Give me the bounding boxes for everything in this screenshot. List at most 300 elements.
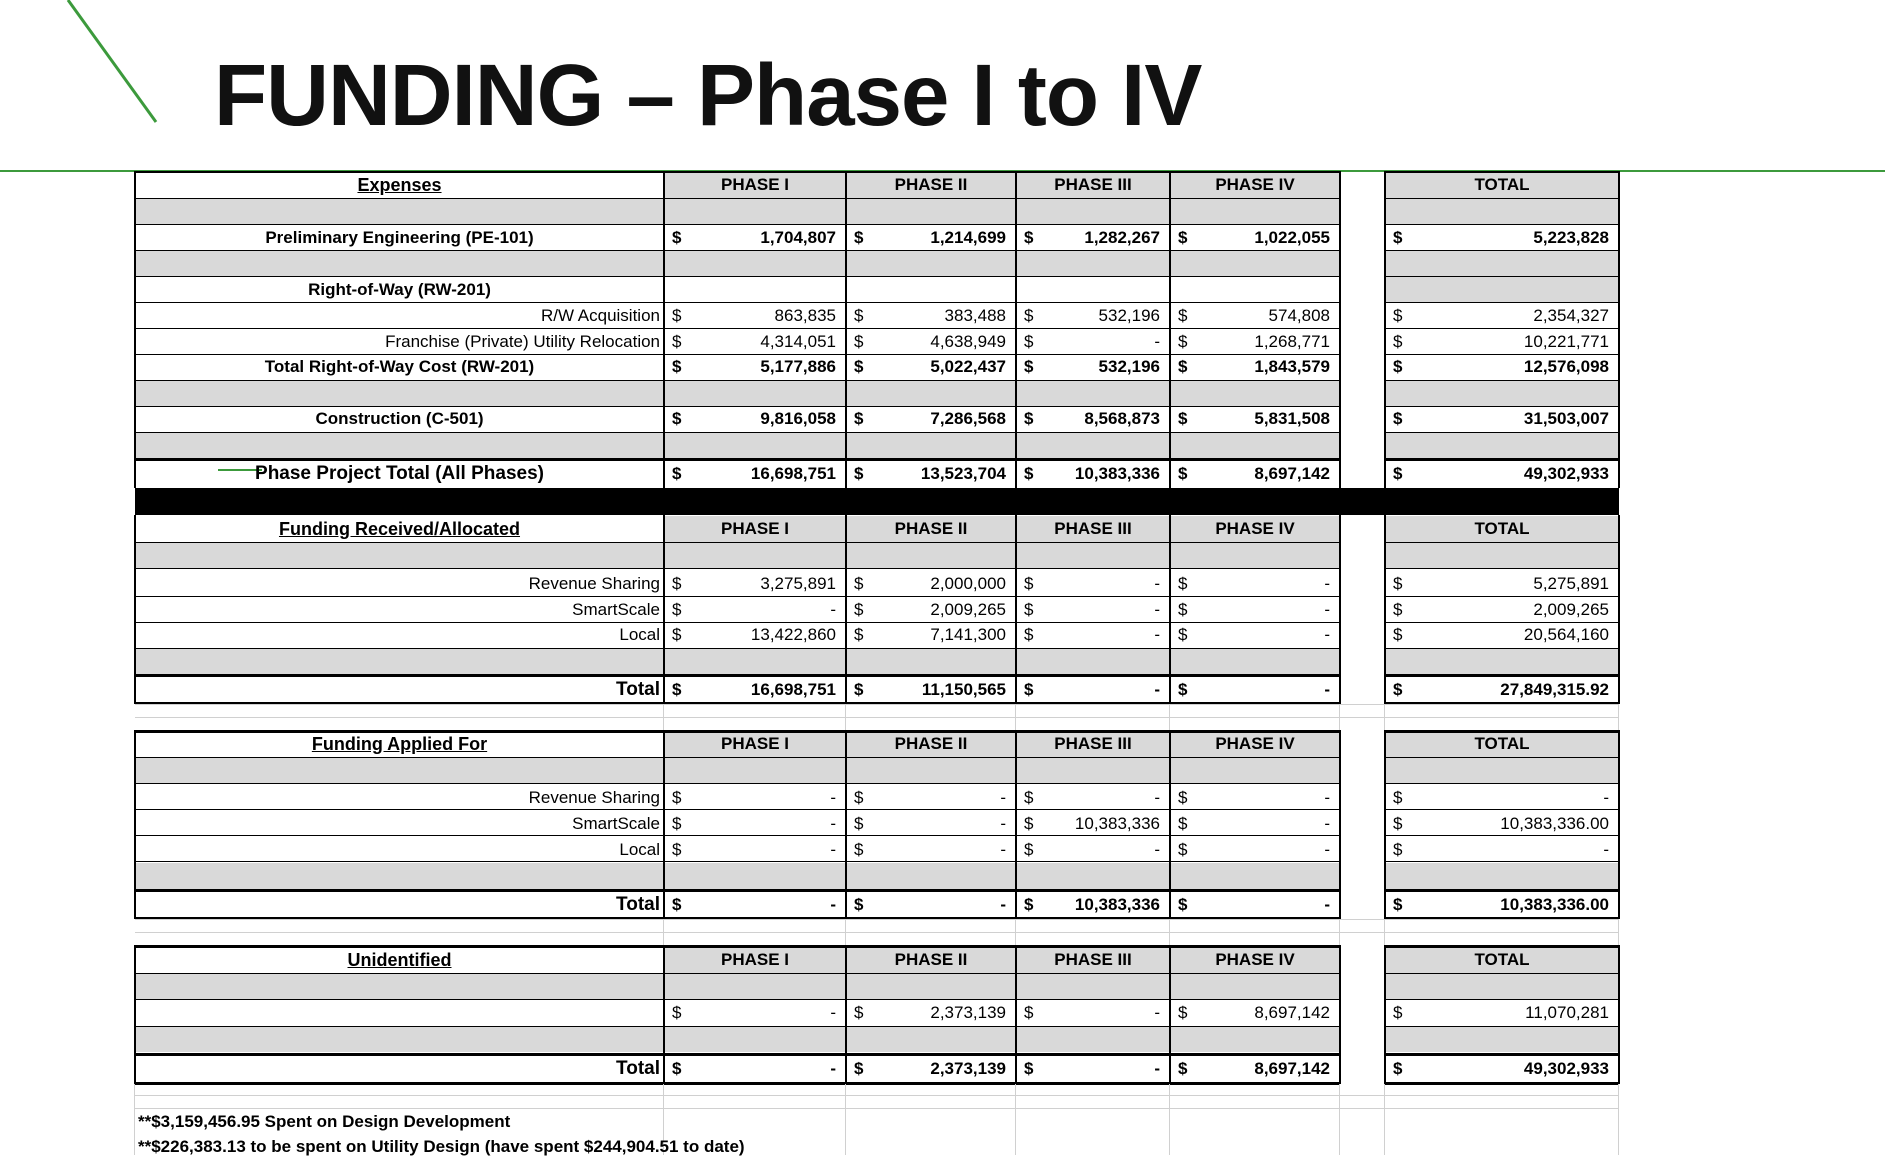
table-border xyxy=(135,945,1340,948)
expense-pe-label: Preliminary Engineering (PE-101) xyxy=(265,228,534,247)
unidentified-spacer-cell xyxy=(1016,1026,1170,1052)
currency-symbol: $ xyxy=(672,1003,682,1022)
table-border xyxy=(1385,198,1619,199)
applied-local-label: Local xyxy=(619,840,660,859)
table-border xyxy=(1385,354,1619,355)
unidentified-spacer-cell xyxy=(664,1026,846,1052)
received-col-header-1: PHASE I xyxy=(664,516,846,542)
currency-symbol: $ xyxy=(1393,600,1403,619)
table-border xyxy=(135,1026,1340,1027)
currency-symbol: $ xyxy=(1178,788,1188,807)
expenses-spacer-cell xyxy=(846,380,1016,406)
grid-line xyxy=(1015,704,1016,730)
grid-line xyxy=(1015,919,1016,945)
unidentified-row-label xyxy=(135,1000,664,1026)
currency-symbol: $ xyxy=(854,409,864,428)
currency-symbol: $ xyxy=(1393,357,1403,376)
amount: - xyxy=(830,788,836,807)
unidentified-spacer-row xyxy=(135,1026,664,1052)
currency-symbol: $ xyxy=(672,464,682,483)
received-smartscale-value-2 xyxy=(846,597,1016,623)
grid-line xyxy=(845,919,846,945)
currency-symbol: $ xyxy=(854,814,864,833)
amount: 3,275,891 xyxy=(760,574,836,593)
applied-revenue-sharing-value-3 xyxy=(1016,785,1170,811)
received-total-value-2 xyxy=(846,677,1016,703)
table-border xyxy=(135,809,1340,810)
applied-smartscale-label: SmartScale xyxy=(572,814,660,833)
table-border xyxy=(663,730,665,919)
currency-symbol: $ xyxy=(672,1059,682,1078)
table-border xyxy=(135,783,1340,784)
expense-franchise-label: Franchise (Private) Utility Relocation xyxy=(385,332,660,351)
grid-line xyxy=(1169,919,1170,945)
table-border xyxy=(1385,224,1619,225)
amount: 2,354,327 xyxy=(1533,306,1609,325)
amount: 10,383,336 xyxy=(1074,895,1160,914)
currency-symbol: $ xyxy=(854,574,864,593)
amount: - xyxy=(830,1003,836,1022)
applied-local-value-2 xyxy=(846,837,1016,863)
unidentified-spacer-cell xyxy=(1385,974,1619,1000)
unidentified-row-value-4 xyxy=(1170,1000,1340,1026)
table-border xyxy=(135,730,1340,733)
unidentified-spacer-cell xyxy=(1170,974,1340,1000)
currency-symbol: $ xyxy=(1393,1003,1403,1022)
currency-symbol: $ xyxy=(1178,895,1188,914)
expense-construction-value-4 xyxy=(1170,406,1340,432)
amount: - xyxy=(1000,840,1006,859)
currency-symbol: $ xyxy=(672,306,682,325)
expense-project-total-label: Phase Project Total (All Phases) xyxy=(255,463,544,484)
expense-rw-heading: Right-of-Way (RW-201) xyxy=(308,280,491,299)
applied-spacer-cell xyxy=(846,758,1016,784)
currency-symbol: $ xyxy=(1178,600,1188,619)
table-border xyxy=(135,380,1340,381)
table-border xyxy=(135,757,1340,758)
expenses-heading: Expenses xyxy=(357,175,442,195)
table-border xyxy=(135,1053,1340,1056)
table-border xyxy=(1385,622,1619,623)
received-spacer-cell xyxy=(1016,648,1170,674)
expense-rw-empty xyxy=(1170,277,1340,303)
grid-line xyxy=(663,704,664,730)
expenses-col-header-4: PHASE IV xyxy=(1170,172,1340,198)
table-border xyxy=(134,945,136,1084)
table-border xyxy=(663,171,665,488)
currency-symbol: $ xyxy=(1393,306,1403,325)
applied-local-value-3 xyxy=(1016,837,1170,863)
table-border xyxy=(845,171,847,488)
grid-line xyxy=(135,704,1619,705)
currency-symbol: $ xyxy=(854,357,864,376)
expense-rw-total-value-4 xyxy=(1170,354,1340,380)
currency-symbol: $ xyxy=(1024,574,1034,593)
unidentified-spacer-row xyxy=(135,974,664,1000)
expenses-spacer-cell xyxy=(664,432,846,458)
expense-pe-value-3 xyxy=(1016,225,1170,251)
unidentified-total-value-2 xyxy=(846,1056,1016,1082)
expense-franchise-value-4 xyxy=(1170,329,1340,355)
table-border xyxy=(1385,432,1619,433)
unidentified-row-value-5 xyxy=(1385,1000,1619,1026)
note-design-development: **$3,159,456.95 Spent on Design Development xyxy=(138,1112,511,1131)
table-border xyxy=(134,171,136,488)
table-border xyxy=(1385,568,1619,569)
table-border xyxy=(1169,515,1171,704)
grid-line xyxy=(1384,1084,1385,1155)
expense-construction-label: Construction (C-501) xyxy=(315,409,484,428)
currency-symbol: $ xyxy=(672,409,682,428)
currency-symbol: $ xyxy=(1024,840,1034,859)
note-utility-design: **$226,383.13 to be spent on Utility Design (have spent $244,904.51 to date) xyxy=(138,1137,745,1156)
applied-col-header-1: PHASE I xyxy=(664,731,846,757)
table-border xyxy=(1169,730,1171,919)
received-smartscale-value-1 xyxy=(664,597,846,623)
applied-heading: Funding Applied For xyxy=(311,734,488,754)
grid-line xyxy=(1015,1084,1016,1155)
grid-line xyxy=(1618,1084,1619,1155)
amount: - xyxy=(830,600,836,619)
currency-symbol: $ xyxy=(1178,1059,1188,1078)
expense-franchise-value-3 xyxy=(1016,329,1170,355)
table-border xyxy=(135,354,1340,355)
currency-symbol: $ xyxy=(1024,332,1034,351)
currency-symbol: $ xyxy=(1178,840,1188,859)
table-border xyxy=(1385,999,1619,1000)
amount: - xyxy=(1154,840,1160,859)
applied-revenue-sharing-value-2 xyxy=(846,785,1016,811)
expense-rw-acq-value-3 xyxy=(1016,303,1170,329)
amount: 1,268,771 xyxy=(1254,332,1330,351)
currency-symbol: $ xyxy=(854,1003,864,1022)
amount: - xyxy=(1154,680,1160,699)
expenses-spacer-cell xyxy=(1170,432,1340,458)
currency-symbol: $ xyxy=(854,306,864,325)
currency-symbol: $ xyxy=(672,840,682,859)
applied-revenue-sharing-label: Revenue Sharing xyxy=(528,788,660,807)
applied-col-header-3: PHASE III xyxy=(1016,731,1170,757)
expense-rw-total-value-3 xyxy=(1016,354,1170,380)
received-local-value-4 xyxy=(1170,622,1340,648)
applied-spacer-row xyxy=(135,758,664,784)
amount: 1,214,699 xyxy=(930,228,1006,247)
table-border xyxy=(845,515,847,704)
currency-symbol: $ xyxy=(854,895,864,914)
received-revenue-sharing-value-4 xyxy=(1170,571,1340,597)
unidentified-total-label: Total xyxy=(616,1058,660,1079)
applied-spacer-cell xyxy=(1385,758,1619,784)
currency-symbol: $ xyxy=(1024,409,1034,428)
unidentified-col-header-1: PHASE I xyxy=(664,947,846,973)
table-border xyxy=(135,250,1340,251)
table-border xyxy=(1385,648,1619,649)
amount: - xyxy=(1324,680,1330,699)
amount: 5,177,886 xyxy=(760,357,836,376)
received-smartscale-value-5 xyxy=(1385,597,1619,623)
amount: 13,523,704 xyxy=(920,464,1006,483)
amount: 9,816,058 xyxy=(760,409,836,428)
currency-symbol: $ xyxy=(1024,814,1034,833)
currency-symbol: $ xyxy=(1393,814,1403,833)
expenses-spacer-cell xyxy=(1385,199,1619,225)
expense-pe-value-5 xyxy=(1385,225,1619,251)
expenses-spacer-cell xyxy=(1016,432,1170,458)
unidentified-spacer-cell xyxy=(664,974,846,1000)
amount: - xyxy=(1154,332,1160,351)
currency-symbol: $ xyxy=(1178,228,1188,247)
currency-symbol: $ xyxy=(1024,1003,1034,1022)
currency-symbol: $ xyxy=(1024,680,1034,699)
expenses-spacer-row xyxy=(135,251,664,277)
currency-symbol: $ xyxy=(1178,1003,1188,1022)
table-border xyxy=(1618,515,1620,704)
expenses-spacer-cell xyxy=(1170,199,1340,225)
table-border xyxy=(663,515,665,704)
expense-franchise-value-1 xyxy=(664,329,846,355)
table-border xyxy=(1384,945,1386,1084)
amount: 574,808 xyxy=(1268,306,1330,325)
applied-spacer-cell xyxy=(664,758,846,784)
amount: - xyxy=(1154,1059,1160,1078)
amount: 13,422,860 xyxy=(750,625,836,644)
applied-spacer-cell xyxy=(664,863,846,889)
amount: - xyxy=(1324,788,1330,807)
unidentified-spacer-cell xyxy=(1016,974,1170,1000)
expenses-spacer-cell xyxy=(846,432,1016,458)
currency-symbol: $ xyxy=(672,895,682,914)
table-border xyxy=(1385,250,1619,251)
applied-spacer-cell xyxy=(1016,863,1170,889)
table-border xyxy=(1015,730,1017,919)
grid-line xyxy=(1384,704,1385,730)
expenses-spacer-row xyxy=(135,432,664,458)
table-border xyxy=(135,1082,1340,1085)
amount: 7,141,300 xyxy=(930,625,1006,644)
currency-symbol: $ xyxy=(854,600,864,619)
amount: 1,843,579 xyxy=(1254,357,1330,376)
expense-rw-acq-label: R/W Acquisition xyxy=(540,306,660,325)
applied-total-value-2 xyxy=(846,892,1016,918)
amount: 1,704,807 xyxy=(760,228,836,247)
currency-symbol: $ xyxy=(854,625,864,644)
amount: 5,275,891 xyxy=(1533,574,1609,593)
expenses-spacer-cell xyxy=(1016,251,1170,277)
applied-smartscale-value-3 xyxy=(1016,811,1170,837)
expense-pe-value-4 xyxy=(1170,225,1340,251)
received-spacer-cell xyxy=(1170,648,1340,674)
amount: 49,302,933 xyxy=(1523,464,1609,483)
table-border xyxy=(1385,889,1619,892)
currency-symbol: $ xyxy=(1393,464,1403,483)
applied-col-header-4: PHASE IV xyxy=(1170,731,1340,757)
unidentified-spacer-cell xyxy=(1385,1026,1619,1052)
expense-franchise-value-5 xyxy=(1385,329,1619,355)
amount: 2,000,000 xyxy=(930,574,1006,593)
expenses-spacer-cell xyxy=(1385,432,1619,458)
received-smartscale-value-4 xyxy=(1170,597,1340,623)
table-border xyxy=(1385,328,1619,329)
currency-symbol: $ xyxy=(1024,788,1034,807)
table-border xyxy=(1385,809,1619,810)
currency-symbol: $ xyxy=(672,357,682,376)
expenses-col-header-3: PHASE III xyxy=(1016,172,1170,198)
amount: 10,383,336 xyxy=(1074,814,1160,833)
currency-symbol: $ xyxy=(1393,680,1403,699)
currency-symbol: $ xyxy=(854,1059,864,1078)
amount: 4,638,949 xyxy=(930,332,1006,351)
amount: - xyxy=(1603,840,1609,859)
grid-line xyxy=(845,1084,846,1155)
received-revenue-sharing-value-3 xyxy=(1016,571,1170,597)
unidentified-total-value-1 xyxy=(664,1056,846,1082)
expense-pe-value-1 xyxy=(664,225,846,251)
amount: - xyxy=(1324,814,1330,833)
currency-symbol: $ xyxy=(854,332,864,351)
applied-revenue-sharing-value-4 xyxy=(1170,785,1340,811)
table-border xyxy=(1339,945,1341,1084)
amount: 8,697,142 xyxy=(1254,464,1330,483)
currency-symbol: $ xyxy=(1024,357,1034,376)
table-border xyxy=(135,973,1340,974)
currency-symbol: $ xyxy=(1178,574,1188,593)
currency-symbol: $ xyxy=(1393,840,1403,859)
currency-symbol: $ xyxy=(854,228,864,247)
table-border xyxy=(1385,674,1619,677)
expense-construction-value-2 xyxy=(846,406,1016,432)
unidentified-row-value-3 xyxy=(1016,1000,1170,1026)
amount: 10,383,336.00 xyxy=(1500,895,1609,914)
table-border xyxy=(1385,1053,1619,1056)
received-spacer-row xyxy=(135,648,664,674)
table-border xyxy=(135,432,1340,433)
applied-local-value-5 xyxy=(1385,837,1619,863)
table-border xyxy=(1339,730,1341,919)
currency-symbol: $ xyxy=(1178,306,1188,325)
applied-smartscale-value-4 xyxy=(1170,811,1340,837)
amount: 49,302,933 xyxy=(1523,1059,1609,1078)
received-spacer-cell xyxy=(1016,543,1170,569)
applied-smartscale-value-2 xyxy=(846,811,1016,837)
expense-rw-total-value-5 xyxy=(1385,354,1619,380)
table-border xyxy=(135,198,1340,199)
table-border xyxy=(1015,171,1017,488)
table-border xyxy=(1385,406,1619,407)
amount: 11,150,565 xyxy=(921,680,1006,699)
received-revenue-sharing-value-2 xyxy=(846,571,1016,597)
amount: 20,564,160 xyxy=(1523,625,1609,644)
unidentified-col-header-5: TOTAL xyxy=(1385,947,1619,973)
expenses-spacer-row xyxy=(135,199,664,225)
received-heading: Funding Received/Allocated xyxy=(278,519,521,539)
amount: 10,221,771 xyxy=(1523,332,1609,351)
expense-rw-acq-value-1 xyxy=(664,303,846,329)
expense-rw-acq-value-2 xyxy=(846,303,1016,329)
table-border xyxy=(135,674,1340,677)
table-border xyxy=(135,276,1340,277)
received-spacer-cell xyxy=(664,648,846,674)
unidentified-heading: Unidentified xyxy=(347,950,452,970)
currency-symbol: $ xyxy=(1024,600,1034,619)
currency-symbol: $ xyxy=(1393,332,1403,351)
currency-symbol: $ xyxy=(1178,680,1188,699)
unidentified-col-header-4: PHASE IV xyxy=(1170,947,1340,973)
table-border xyxy=(1385,302,1619,303)
amount: - xyxy=(1154,1003,1160,1022)
applied-spacer-cell xyxy=(846,863,1016,889)
currency-symbol: $ xyxy=(672,600,682,619)
table-border xyxy=(1385,861,1619,862)
applied-total-value-1 xyxy=(664,892,846,918)
amount: 12,576,098 xyxy=(1523,357,1609,376)
received-total-value-4 xyxy=(1170,677,1340,703)
received-total-value-5 xyxy=(1385,677,1619,703)
unidentified-total-value-5 xyxy=(1385,1056,1619,1082)
amount: 8,697,142 xyxy=(1254,1059,1330,1078)
grid-line xyxy=(1169,1084,1170,1155)
expense-project-total-value-5 xyxy=(1385,460,1619,488)
grid-line xyxy=(135,717,1619,718)
amount: 10,383,336.00 xyxy=(1500,814,1609,833)
expense-construction-value-1 xyxy=(664,406,846,432)
grid-line xyxy=(135,1108,1619,1109)
table-border xyxy=(135,406,1340,407)
table-border xyxy=(1169,945,1171,1084)
received-local-value-5 xyxy=(1385,622,1619,648)
amount: - xyxy=(1603,788,1609,807)
currency-symbol: $ xyxy=(1393,409,1403,428)
amount: - xyxy=(830,1059,836,1078)
currency-symbol: $ xyxy=(854,680,864,699)
applied-total-value-5 xyxy=(1385,892,1619,918)
currency-symbol: $ xyxy=(1178,357,1188,376)
table-border xyxy=(135,224,1340,225)
currency-symbol: $ xyxy=(672,332,682,351)
received-local-value-3 xyxy=(1016,622,1170,648)
currency-symbol: $ xyxy=(1393,574,1403,593)
received-revenue-sharing-label: Revenue Sharing xyxy=(528,574,660,593)
received-total-label: Total xyxy=(616,679,660,700)
applied-spacer-cell xyxy=(1170,758,1340,784)
expense-franchise-value-2 xyxy=(846,329,1016,355)
received-spacer-cell xyxy=(1385,543,1619,569)
table-border xyxy=(1385,783,1619,784)
expenses-spacer-cell xyxy=(664,251,846,277)
amount: 2,009,265 xyxy=(930,600,1006,619)
grid-line xyxy=(1618,704,1619,730)
page-title: FUNDING – Phase I to IV xyxy=(214,47,1202,144)
table-border xyxy=(1015,945,1017,1084)
expenses-spacer-cell xyxy=(1170,251,1340,277)
amount: 5,831,508 xyxy=(1254,409,1330,428)
grid-line xyxy=(1618,919,1619,945)
amount: 2,009,265 xyxy=(1533,600,1609,619)
section-divider-band xyxy=(135,488,1619,515)
received-col-header-2: PHASE II xyxy=(846,516,1016,542)
unidentified-total-value-4 xyxy=(1170,1056,1340,1082)
amount: 5,223,828 xyxy=(1533,228,1609,247)
grid-line xyxy=(1384,919,1385,945)
table-border xyxy=(1384,515,1386,704)
currency-symbol: $ xyxy=(1393,895,1403,914)
unidentified-row-value-1 xyxy=(664,1000,846,1026)
amount: - xyxy=(1000,788,1006,807)
amount: 10,383,336 xyxy=(1074,464,1160,483)
amount: 16,698,751 xyxy=(750,464,836,483)
currency-symbol: $ xyxy=(1178,625,1188,644)
amount: - xyxy=(1324,895,1330,914)
expense-rw-empty xyxy=(1016,277,1170,303)
